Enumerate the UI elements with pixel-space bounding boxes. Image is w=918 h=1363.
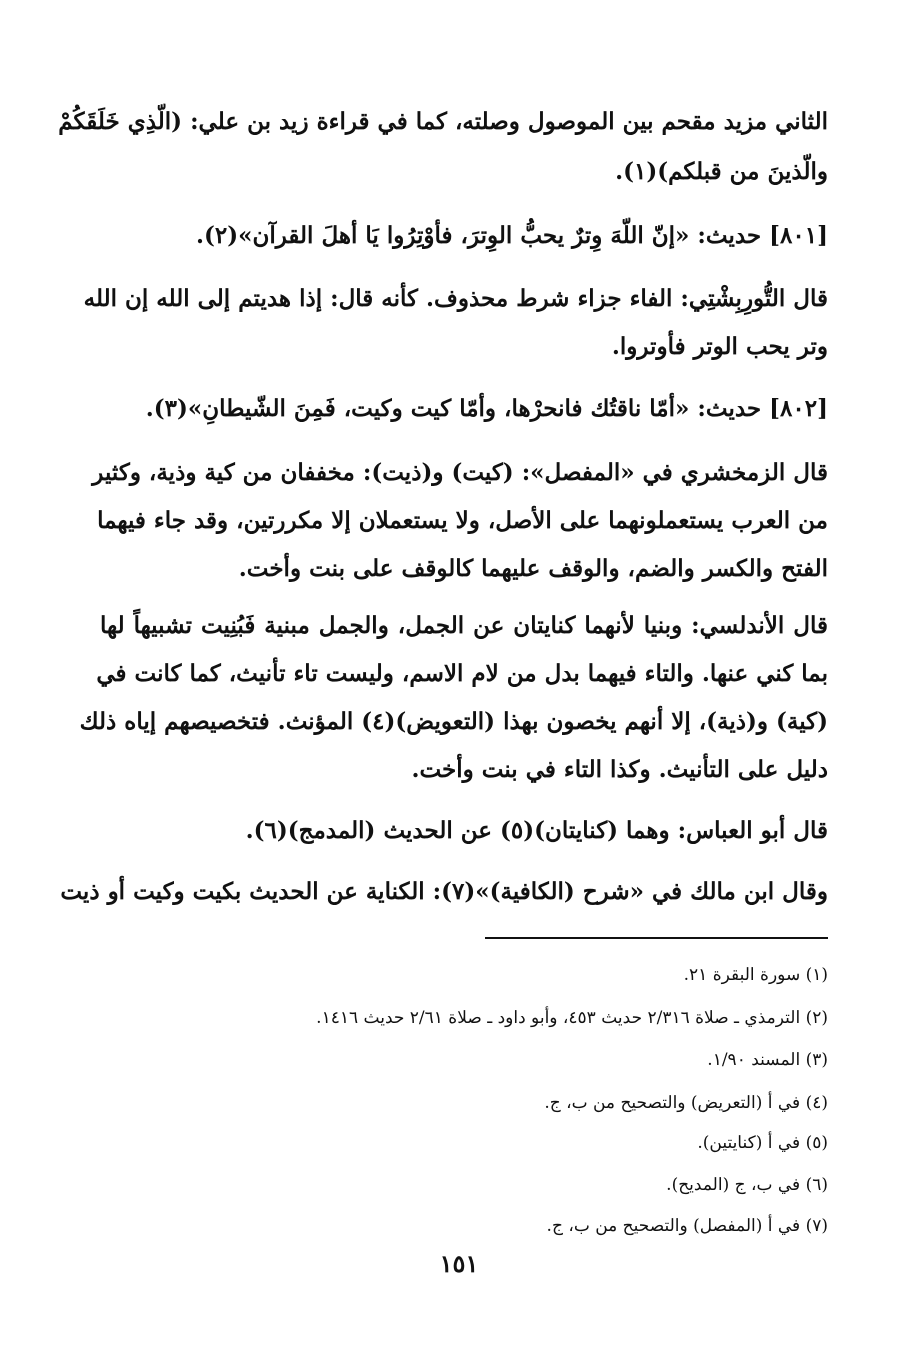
paragraph-line: قال التُّورِبِشْتِي: الفاء جزاء شرط محذوف. كأنه قال: إذا هديتم إلى الله إن الله [83, 285, 828, 312]
paragraph-line: (كية) و(ذية)، إلا أنهم يخصون بهذا (التعويض)(٤) المؤنث. فتخصيصهم إياه ذلك [79, 708, 828, 735]
hadith-heading-801: [٨٠١] حديث: «إنّ اللّهَ وِترٌ يحبُّ الوِترَ، فأوْتِرُوا يَا أهلَ القرآن»(٢). [195, 222, 828, 249]
footnote-4: (٤) في أ (التعريض) والتصحيح من ب، ج. [544, 1093, 828, 1113]
paragraph-line: والّذينَ من قبلكم)(١). [615, 158, 828, 185]
paragraph-line: قال أبو العباس: وهما (كنايتان)(٥) عن الحديث (المدمج)(٦). [245, 817, 828, 844]
hadith-heading-802: [٨٠٢] حديث: «أمّا ناقتُك فانحرْها، وأمّا كيت وكيت، فَمِنَ الشّيطانِ»(٣). [145, 395, 828, 422]
paragraph-line: من العرب يستعملونهما على الأصل، ولا يستعملان إلا مكررتين، وقد جاء فيهما [97, 507, 828, 534]
page-number: ١٥١ [439, 1249, 479, 1278]
paragraph-line: وتر يحب الوتر فأوتروا. [611, 333, 828, 360]
footnote-separator [485, 937, 828, 939]
paragraph-line: قال الأندلسي: وبنيا لأنهما كنايتان عن الجمل، والجمل مبنية فَبُنِيت تشبيهاً لها [100, 612, 828, 639]
paragraph-line: دليل على التأنيث. وكذا التاء في بنت وأخت. [411, 756, 828, 783]
footnote-6: (٦) في ب، ج (المديح). [666, 1175, 828, 1195]
footnote-1: (١) سورة البقرة ٢١. [683, 965, 828, 985]
paragraph-line: الثاني مزيد مقحم بين الموصول وصلته، كما في قراءة زيد بن علي: (الّذِي خَلَقَكُمْ [58, 108, 828, 135]
footnote-7: (٧) في أ (المفصل) والتصحيح من ب، ج. [546, 1216, 828, 1236]
paragraph-line: بما كني عنها. والتاء فيهما بدل من لام الاسم، وليست تاء تأنيث، كما كانت في [96, 660, 828, 687]
paragraph-line: الفتح والكسر والضم، والوقف عليهما كالوقف على بنت وأخت. [238, 555, 828, 582]
footnote-2: (٢) الترمذي ـ صلاة ٢/٣١٦ حديث ٤٥٣، وأبو داود ـ صلاة ٢/٦١ حديث ١٤١٦. [316, 1008, 828, 1028]
paragraph-line: قال الزمخشري في «المفصل»: (كيت) و(ذيت): مخففان من كية وذية، وكثير [92, 459, 828, 486]
footnote-5: (٥) في أ (كنايتين). [697, 1133, 828, 1153]
footnote-3: (٣) المسند ١/٩٠. [707, 1050, 828, 1070]
paragraph-line: وقال ابن مالك في «شرح (الكافية)»(٧): الكناية عن الحديث بكيت وكيت أو ذيت [60, 878, 828, 905]
